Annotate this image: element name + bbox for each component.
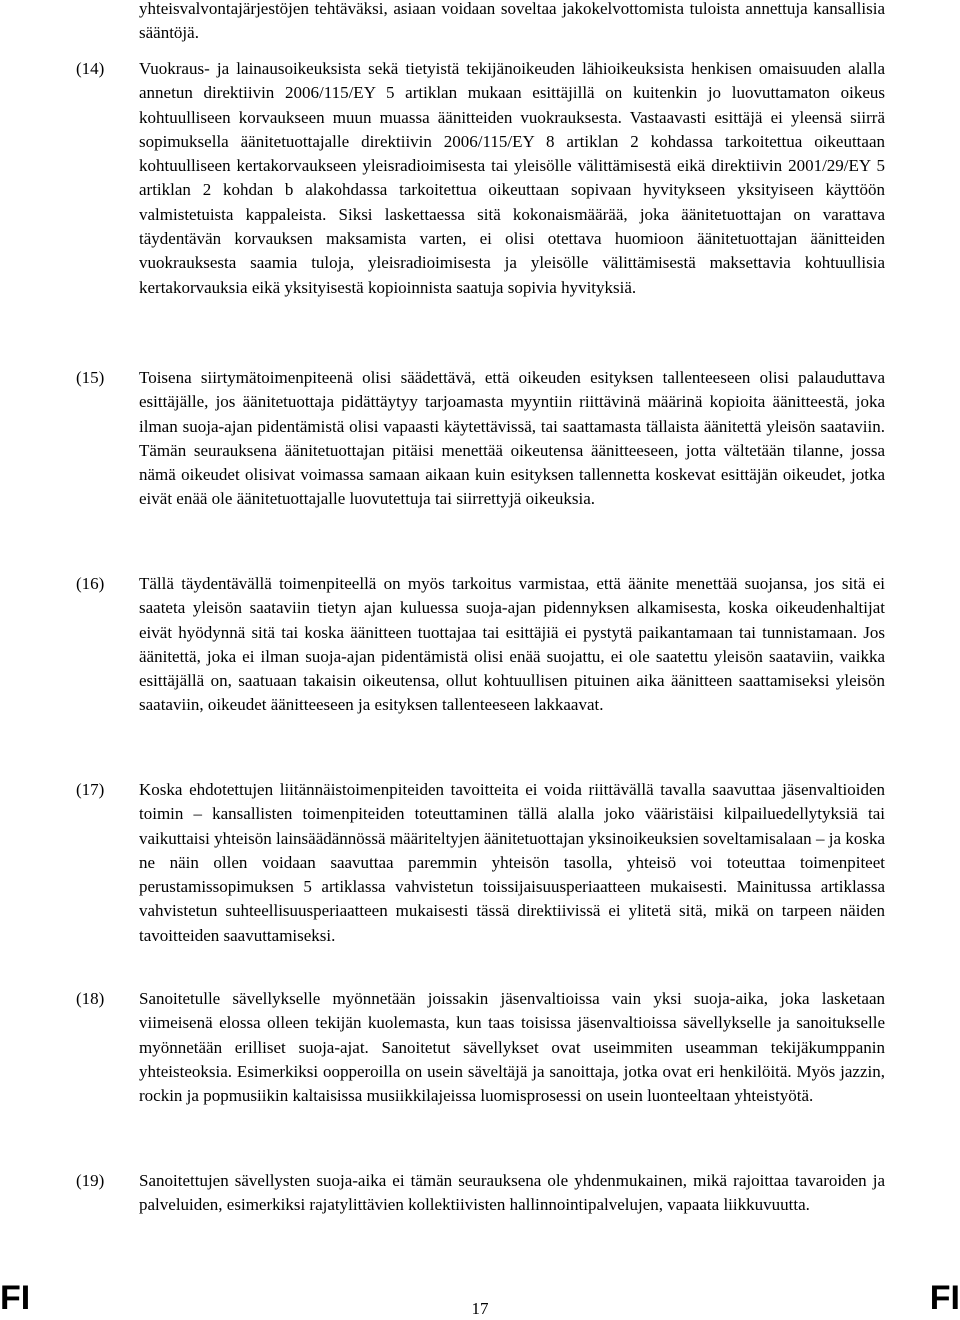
- recital-text: Sanoitetulle sävellykselle myönnetään joissakin jäsenvaltioissa vain yksi suoja-aika, joka lasketaan viimeisenä elossa olleen tekijän kuolemasta, kun taas toisissa jäsenvaltioissa sävellykselle ja sanoitukselle myönnetään erilliset suoja-ajat. Sanoitetut sävellykset ovat useimmiten useamman tekijäkumppanin yhteisteoksia. Esimerkiksi oopperoilla on usein säveltäjä ja sanoittaja, jotka ovat eri henkilöitä. Myös jazzin, rockin ja popmusiikin kaltaisissa musiikkilajeissa luomisprosessi on usein luonteeltaan yhteistyötä.: [139, 989, 885, 1106]
- recital-number: (14): [76, 59, 105, 78]
- recital-text: Vuokraus- ja lainausoikeuksista sekä tietyistä tekijänoikeuden lähioikeuksista henkisen omaisuuden alalla annetun direktiivin 2006/115/EY 5 artiklan mukaan esittäjillä on kuitenkin jo luovuttamaton oikeus kohtuulliseen korvaukseen muun muassa äänitteiden vuokrauksesta. Vastaavasti esittäjä ei yleensä siirrä sopimuksella äänitetuottajalle direktiivin 2006/115/EY 8 artiklan 2 kohdassa tarkoitettua oikeuttaan kohtuulliseen kertakorvaukseen yleisradioimisesta tai yleisölle välittämisestä eikä direktiivin 2001/29/EY 5 artiklan 2 kohdan b alakohdassa tarkoitettua oikeuttaan sopivaan hyvitykseen yksityiseen käyttöön valmistetuista kappaleista. Siksi laskettaessa sitä kokonaismäärää, joka äänitetuottajan on varattava täydentävän korvauksen maksamista varten, ei olisi otettava huomioon äänitetuottajan äänitteiden vuokrauksesta saamia tuloja, yleisradioimisesta ja yleisölle välittämisestä maksettavia kohtuullisia kertakorvauksia eikä yksityisestä kopioinnista saatuja sopivia hyvityksiä.: [139, 59, 885, 297]
- recital-text: Toisena siirtymätoimenpiteenä olisi säädettävä, että oikeuden esityksen tallenteeseen olisi palauduttava esittäjälle, jos äänitetuottaja pidättäytyy tarjoamasta myyntiin riittävinä määrinä kopioita äänitteestä, joka ilman suoja-ajan pidentämistä olisi vapaasti käytettävissä, tai saattamasta tällaista äänitettä yleisön saataviin. Tämän seurauksena äänitetuottajan pitäisi menettää oikeutensa äänitteeseen, jotta vältetään tilanne, jossa nämä oikeudet olisivat voimassa samaan aikaan kuin esityksen tallennetta koskevat esittäjän oikeudet, jotka eivät enää ole äänitetuottajalle luovutettuja tai siirrettyjä oikeuksia.: [139, 368, 885, 509]
- recital-number: (15): [76, 368, 105, 387]
- page-number: 17: [471, 1299, 489, 1318]
- recital-text: Tällä täydentävällä toimenpiteellä on myös tarkoitus varmistaa, että äänite menettää suojansa, jos sitä ei saateta yleisön saataviin tietyn ajan kuluessa suoja-ajan pidennyksen alkamisesta, koska oikeudenhaltijat eivät hyödynnä sitä tai koska äänitteen tuottajaa tai esittäjiä ei pystytä paikantamaan tai tunnistamaan. Jos äänitettä, joka ei ilman suoja-ajan pidentämistä olisi enää suojattu, ei ole saatettu yleisön saataviin, vaikka esittäjällä on, saatuaan takaisin oikeutensa, ollut kohtuullisen pituinen aika äänitteen saattamiseksi yleisön saataviin, oikeudet äänitteeseen ja esityksen tallenteeseen lakkaavat.: [139, 574, 885, 715]
- recital-text: Koska ehdotettujen liitännäistoimenpiteiden tavoitteita ei voida riittävällä tavalla saavuttaa jäsenvaltioiden toimin – kansallisten toimenpiteiden toteuttaminen tällä alalla joko vääristäisi kilpailuedellytyksiä tai vaikuttaisi yhteisön lainsäädännössä määriteltyjen äänitetuottajan yksinoikeuksien soveltamisalaan – ja koska ne näin ollen voidaan saavuttaa paremmin yhteisön tasolla, yhteisö voi toteuttaa toimenpiteet perustamissopimuksen 5 artiklassa vahvistetun toissijaisuusperiaatteen mukaisesti. Mainitussa artiklassa vahvistetun suhteellisuusperiaatteen mukaisesti tässä direktiivissä ei ylitetä sitä, mikä on tarpeen näiden tavoitteiden saavuttamiseksi.: [139, 780, 885, 945]
- recital-number: (17): [76, 780, 105, 799]
- footer-language-code-left: FI: [0, 1279, 31, 1317]
- intro-paragraph: yhteisvalvontajärjestöjen tehtäväksi, asiaan voidaan soveltaa jakokelvottomista tuloista annettuja kansallisia sääntöjä.: [139, 0, 885, 43]
- recital-number: (16): [76, 574, 105, 593]
- recital-number: (18): [76, 989, 105, 1008]
- recital-text: Sanoitettujen sävellysten suoja-aika ei tämän seurauksena ole yhdenmukainen, mikä rajoittaa tavaroiden ja palveluiden, esimerkiksi rajatylittävien kollektiivisten hallinnointipalvelujen, vapaata liikkuvuutta.: [139, 1171, 885, 1215]
- recital-number: (19): [76, 1171, 105, 1190]
- footer-language-code-right: FI: [929, 1279, 960, 1317]
